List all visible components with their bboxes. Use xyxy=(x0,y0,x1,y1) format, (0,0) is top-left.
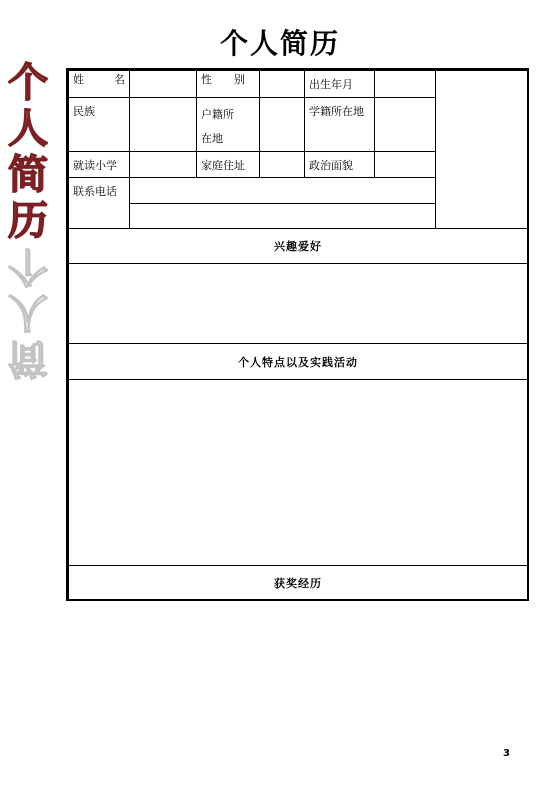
primary-school-field[interactable] xyxy=(130,152,197,178)
side-title-char: 历 xyxy=(8,198,48,244)
reflection-char: 简 xyxy=(8,335,48,381)
phone-field-2[interactable] xyxy=(130,204,436,229)
ethnicity-label: 民族 xyxy=(69,98,130,152)
political-field[interactable] xyxy=(375,152,436,178)
phone-label: 联系电话 xyxy=(69,178,130,229)
page-number: 3 xyxy=(503,748,510,759)
side-title-char: 简 xyxy=(8,152,48,198)
hobbies-field[interactable] xyxy=(69,264,528,344)
reflection-char: 人 xyxy=(8,289,48,335)
primary-school-label: 就读小学 xyxy=(69,152,130,178)
name-label-part: 名 xyxy=(114,73,125,86)
resume-table xyxy=(68,70,528,601)
birth-label: 出生年月 xyxy=(305,71,375,98)
name-label-part: 姓 xyxy=(73,73,84,86)
awards-heading: 获奖经历 xyxy=(69,566,528,601)
school-location-field[interactable] xyxy=(375,98,436,152)
traits-heading: 个人特点以及实践活动 xyxy=(69,344,528,380)
phone-field-1[interactable] xyxy=(130,178,436,204)
political-label: 政治面貌 xyxy=(305,152,375,178)
photo-area[interactable] xyxy=(436,71,528,229)
name-label xyxy=(69,71,130,98)
birth-field[interactable] xyxy=(375,71,436,98)
side-vertical-title xyxy=(6,60,50,244)
side-title-char: 人 xyxy=(8,106,48,152)
traits-field[interactable] xyxy=(69,380,528,566)
side-title-reflection xyxy=(6,243,50,381)
gender-label-part: 性 xyxy=(201,73,212,86)
gender-label xyxy=(197,71,260,98)
reflection-char: 个 xyxy=(8,243,48,289)
home-address-label: 家庭住址 xyxy=(197,152,260,178)
home-address-field[interactable] xyxy=(260,152,305,178)
gender-label-part: 别 xyxy=(234,73,245,86)
hukou-label: 户籍所在地 xyxy=(197,98,260,152)
hobbies-heading: 兴趣爱好 xyxy=(69,229,528,264)
ethnicity-field[interactable] xyxy=(130,98,197,152)
hukou-field[interactable] xyxy=(260,98,305,152)
school-location-label: 学籍所在地 xyxy=(305,98,375,152)
page-title: 个人简历 xyxy=(219,27,340,60)
gender-field[interactable] xyxy=(260,71,305,98)
side-title-char: 个 xyxy=(8,60,48,106)
name-field[interactable] xyxy=(130,71,197,98)
